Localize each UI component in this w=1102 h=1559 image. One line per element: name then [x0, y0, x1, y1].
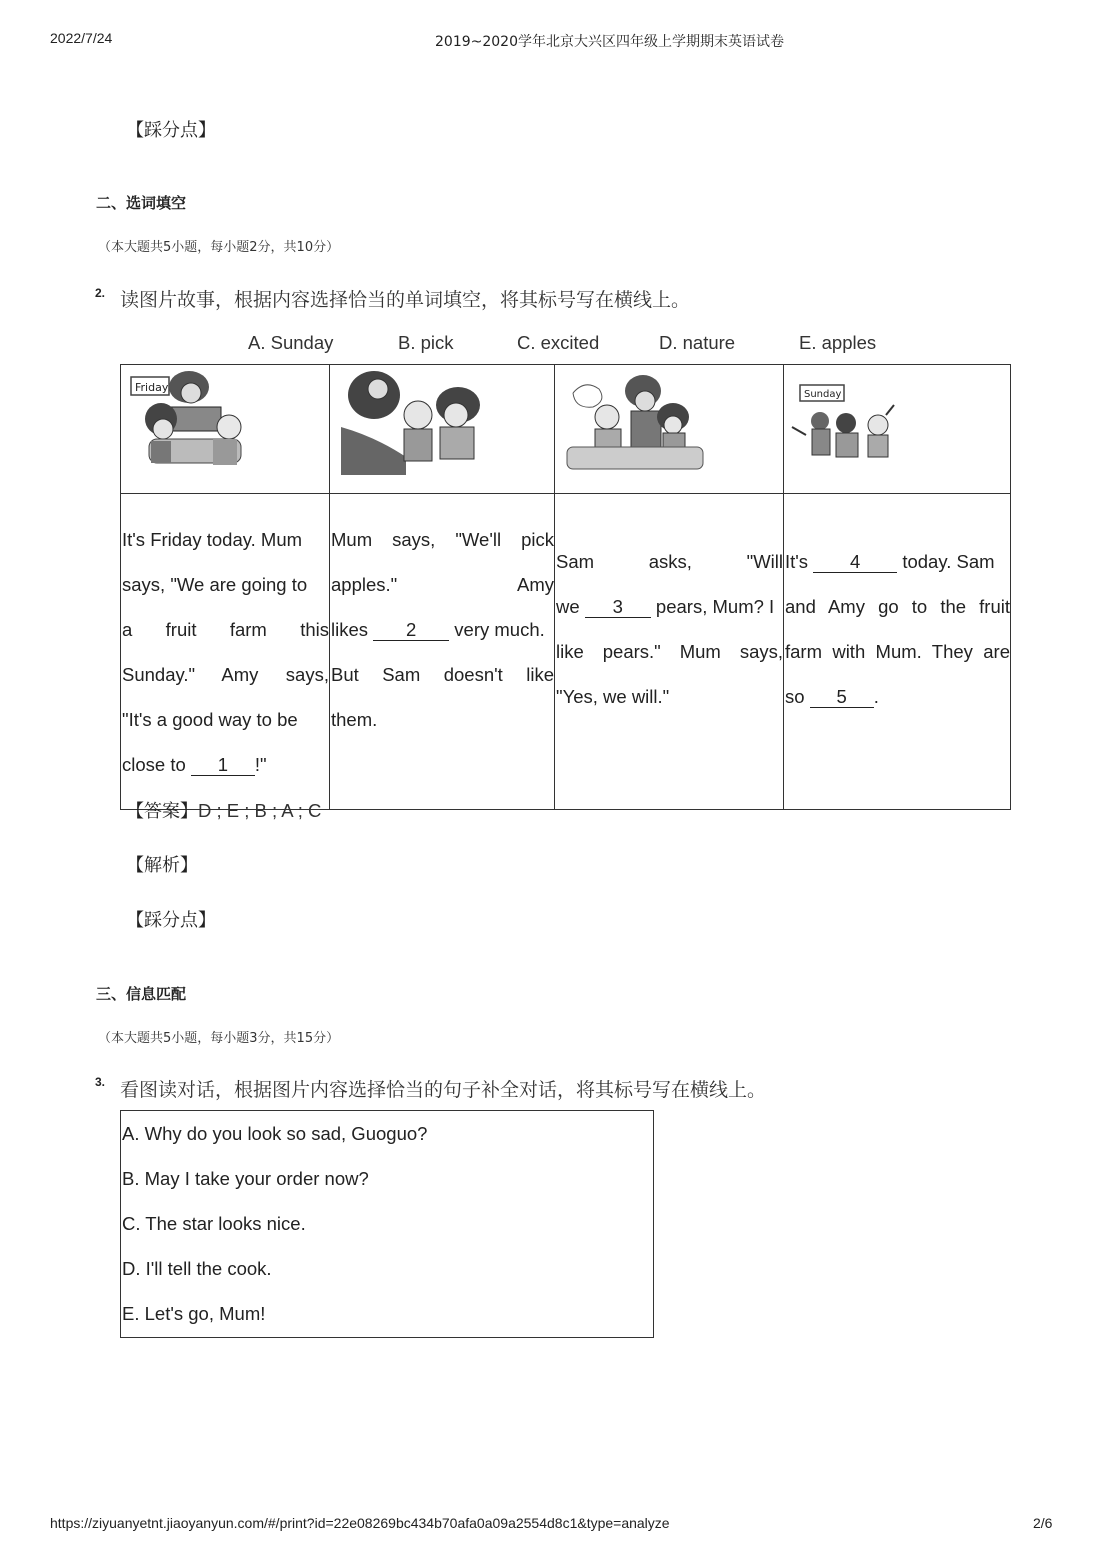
question-number-3: 3.	[95, 1075, 106, 1089]
sentence-option-d: D. I'll tell the cook.	[122, 1258, 272, 1279]
option-c: C. excited	[517, 332, 600, 353]
family-reading-illustration	[129, 369, 259, 474]
blank-3[interactable]: 3	[585, 597, 651, 618]
answer-label: 【答案】	[126, 801, 198, 821]
scoring-points-label-2: 【踩分点】	[126, 910, 216, 930]
section-note: （本大题共5小题，每小题2分，共10分）	[98, 240, 340, 255]
question-instruction: 读图片故事，根据内容选择恰当的单词填空，将其标号写在横线上。	[120, 289, 691, 311]
scoring-points-label: 【踩分点】	[126, 120, 216, 140]
mum-talking-illustration	[336, 367, 496, 477]
sentence-option-c: C. The star looks nice.	[122, 1213, 306, 1234]
option-a: A. Sunday	[248, 332, 334, 353]
blank-5[interactable]: 5	[810, 687, 874, 708]
document-title: 2019~2020学年北京大兴区四年级上学期期末英语试卷	[435, 34, 784, 50]
blank-2[interactable]: 2	[373, 620, 449, 641]
sentence-option-b: B. May I take your order now?	[122, 1168, 369, 1189]
option-b: B. pick	[398, 332, 454, 353]
sentence-option-a: A. Why do you look so sad, Guoguo?	[122, 1123, 428, 1144]
question-number: 2.	[95, 286, 106, 300]
answer-value: D ; E ; B ; A ; C	[198, 800, 322, 821]
blank-4[interactable]: 4	[813, 552, 897, 573]
panel-3-text: Sam asks, "Will we 3 pears, Mum? I like pears." Mum says, "Yes, we will."	[555, 494, 784, 810]
answer-line	[126, 797, 321, 823]
panel-2-text: Mum says, "We'll pick apples." Amy likes 2 very much. But Sam doesn't like them.	[330, 494, 555, 810]
page-number: 2/6	[1033, 1515, 1053, 1531]
print-date: 2022/7/24	[50, 30, 113, 46]
section-heading-3: 三、信息匹配	[96, 985, 187, 1003]
sam-asks-illustration	[563, 369, 713, 475]
panel-1-image	[121, 365, 330, 494]
sunday-farm-illustration	[786, 383, 896, 473]
section-heading: 二、选词填空	[96, 194, 187, 212]
panel-4-text: It's 4 today. Sam and Amy go to the fruit farm with Mum. They are so 5 .	[784, 494, 1011, 810]
svg-text:Friday: Friday	[135, 381, 169, 394]
blank-1[interactable]: 1	[191, 755, 255, 776]
footer-url[interactable]: https://ziyuanyetnt.jiaoyanyun.com/#/print?id=22e08269bc434b70afa0a09a2554d8c1&type=analyze	[50, 1515, 670, 1531]
sentence-options-box	[120, 1110, 654, 1338]
panel-1-text: It's Friday today. Mum says, "We are going to a fruit farm this Sunday." Amy says, "It's a good way to be close to 1 !"	[121, 494, 330, 810]
option-d: D. nature	[659, 332, 736, 353]
option-e: E. apples	[799, 332, 877, 353]
panel-3-image	[555, 365, 784, 494]
section-note-3: （本大题共5小题，每小题3分，共15分）	[98, 1031, 340, 1046]
panel-4-image	[784, 365, 1011, 494]
question-instruction-3: 看图读对话，根据图片内容选择恰当的句子补全对话，将其标号写在横线上。	[120, 1079, 767, 1101]
story-table	[120, 364, 1011, 810]
sentence-option-e: E. Let's go, Mum!	[122, 1303, 266, 1324]
panel-2-image	[330, 365, 555, 494]
svg-text:Sunday: Sunday	[804, 389, 842, 400]
analysis-label: 【解析】	[126, 855, 198, 875]
